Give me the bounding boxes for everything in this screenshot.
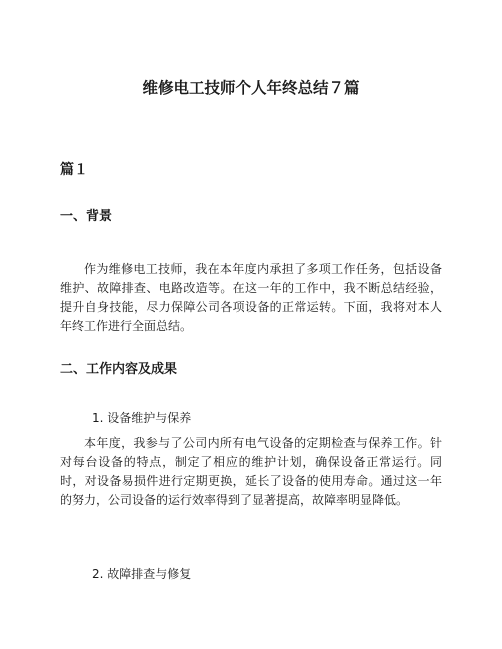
- section-heading-work-content: 二、工作内容及成果: [60, 362, 178, 377]
- background-paragraph: 作为维修电工技师，我在本年度内承担了多项工作任务，包括设备维护、故障排查、电路改造等。在这一年的工作中，我不断总结经验，提升自身技能，尽力保障公司各项设备的正常运转。下面，我将对本人年终工作进行全面总结。: [60, 262, 442, 333]
- item-heading-equipment-maintenance: 1. 设备维护与保养: [92, 411, 192, 425]
- equipment-maintenance-paragraph: 本年度，我参与了公司内所有电气设备的定期检查与保养工作。针对每台设备的特点，制定了相应的维护计划，确保设备正常运行。同时，对设备易损件进行定期更换，延长了设备的使用寿命。通过这一年的努力，公司设备的运行效率得到了显著提高，故障率明显降低。: [60, 436, 442, 507]
- part-heading: 篇１: [60, 162, 88, 178]
- section-heading-background: 一、背景: [60, 209, 113, 224]
- item-heading-fault-troubleshooting: 2. 故障排查与修复: [92, 567, 192, 581]
- document-title: 维修电工技师个人年终总结７篇: [142, 79, 360, 97]
